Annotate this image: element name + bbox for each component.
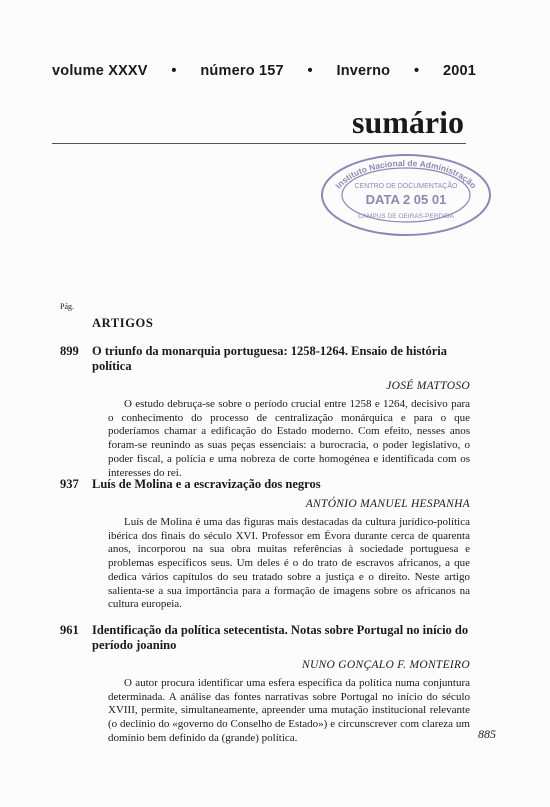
entry-abstract: O autor procura identificar uma esfera específica da política numa conjuntura determinada. A análise das fontes narrativas sobre Portugal no início do século XVIII, permite, simultaneamente, apreender uma mutação institucional relevante (o declínio do «governo do Conselho de Estado») e circunscrever com clareza um domínio bem definido da (grande) política. [108,677,470,744]
issue-header [52,63,476,79]
stamp-date: DATA 2 05 01 [365,192,447,207]
entry-title: Identificação da política setecentista. Notas sobre Portugal no início do período joanino [92,623,469,652]
stamp-graphic [318,152,494,238]
entry-abstract: O estudo debruça-se sobre o período crucial entre 1258 e 1264, decisivo para o conhecimento do processo de centralização monárquica e para o que poderíamos chamar a edificação do Estado moderno. Com efeito, nesses anos foram-se reunindo as suas peças essenciais: a burocracia, o poder legislativo, o poder fiscal, a polícia e uma nobreza de corte homogénea e identificada com os interesses do rei. [108,398,470,479]
section-heading: ARTIGOS [92,316,154,330]
entry-title: O triunfo da monarquia portuguesa: 1258-1264. Ensaio de história política [92,344,448,373]
bullet-separator: • [307,63,313,79]
stamp-ring-text: Instituto Nacional de Administração [333,157,479,191]
entry-abstract: Luís de Molina é uma das figuras mais destacadas da cultura jurídico-política ibérica dos finais do século XVI. Professor em Évora durante cerca de quarenta anos, incorporou na sua obra muitas referências à sociedade portuguesa e problemas específicos seus. Um deles é o do trato de escravos africanos, a que dedica vários capítulos do seu tratado sobre a justiça e o direito. Neste artigo salienta-se a sua importância para a formação de imagens sobre os africanos na cultura europeia. [108,516,470,611]
stamp-line-1: CENTRO DE DOCUMENTAÇÃO [354,183,458,190]
library-stamp [318,152,494,238]
entry-author: ANTÓNIO MANUEL HESPANHA [305,498,470,510]
stamp-line-3: CAMPUS DE OEIRAS-PERDIDA [357,213,455,220]
folio-page-number: 885 [478,727,496,741]
toc-entry [60,344,470,480]
entry-page-number: 937 [60,477,79,491]
title-divider [52,143,466,144]
page-title: sumário [352,104,464,140]
entry-title: Luís de Molina e a escravização dos negros [92,477,321,491]
toc-entry [60,477,470,612]
volume-label: volume XXXV [52,63,148,79]
year-label: 2001 [442,63,476,79]
entry-page-number: 961 [60,623,79,637]
page-column-label: Pág. [60,302,74,311]
bullet-separator: • [171,63,177,79]
entry-page-number: 899 [60,344,79,358]
issue-number: número 157 [200,63,284,79]
season-label: Inverno [336,63,391,79]
entry-author: JOSÉ MATTOSO [386,380,470,392]
bullet-separator: • [413,63,420,79]
toc-entry [60,623,470,746]
entry-author: NUNO GONÇALO F. MONTEIRO [301,659,470,671]
